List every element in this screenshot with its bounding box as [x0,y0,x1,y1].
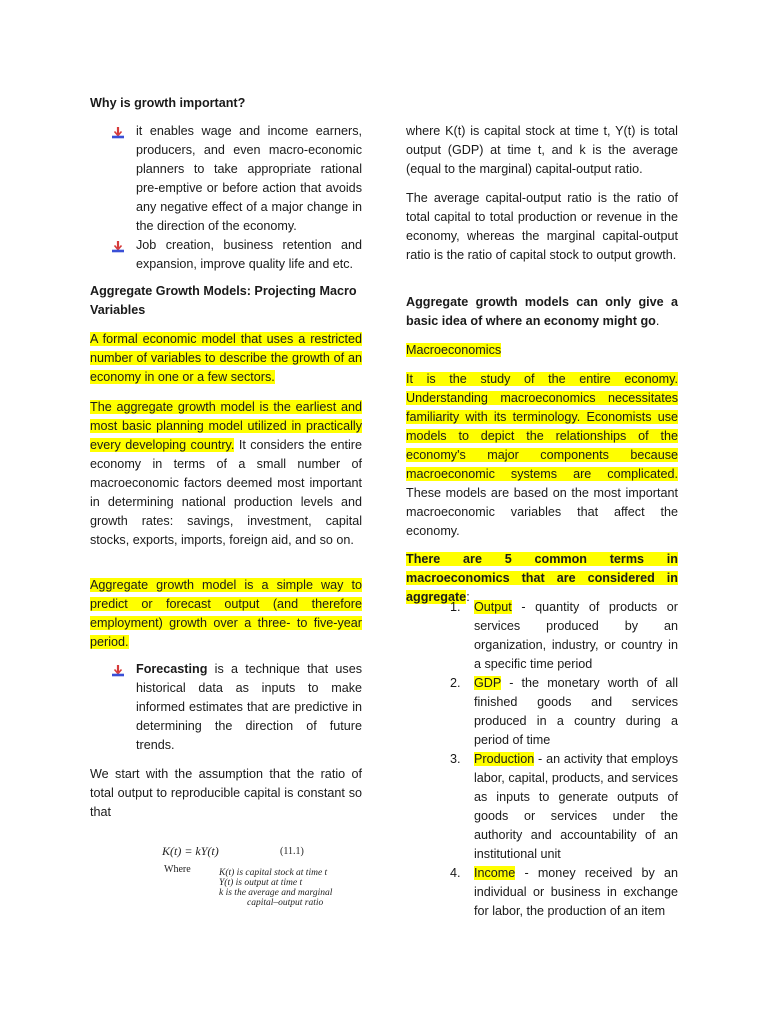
equation-number: (11.1) [280,846,304,857]
heading-macroeconomics: Macroeconomics [406,343,502,357]
paragraph-formal-model: A formal economic model that uses a restricted number of variables to describe the growth of an economy in one or a few sectors. [90,332,362,384]
list-item: 2. GDP - the monetary worth of all finished goods and services produced in a country during a period of time [450,676,678,747]
forecast-text: is a technique that uses historical data as inputs to make informed estimates that are predictive in determining the direction of future trends. [136,662,362,752]
forecast-term: Forecasting [136,662,208,676]
paragraph-study-economy: It is the study of the entire economy. Understanding macroeconomics necessitates familiarity with its terminology. Economists use models to depict the relationships of the economy's major components because macroeconomic systems are complicated. These models are based on the most important macroeconomic variables that affect the economy. [406,372,678,538]
heading-why-growth: Why is growth important? [90,96,246,110]
arrow-bullet-icon [112,665,124,677]
term-income: Income [474,866,516,880]
list-item [112,122,362,236]
list-item: 3. Production - an activity that employs labor, capital, products, and services as inputs to generate outputs of goods or services under the authority and accountability of an institutional unit [450,752,678,861]
paragraph-basic-idea: Aggregate growth models can only give a basic idea of where an economy might go. [406,295,678,328]
list-item [112,236,362,274]
growth-bullet-list [112,122,362,274]
bullet-text: Job creation, business retention and expansion, improve quality life and etc. [136,238,362,271]
list-item: 4. Income - money received by an individual or business in exchange for labor, the production of an item [450,866,678,918]
list-item [112,660,362,755]
heading-aggregate-models: Aggregate Growth Models: Projecting Macro Variables [90,284,357,317]
terms-numbered-list [450,598,678,921]
equation-where: Where [164,864,191,875]
paragraph-capital-output-ratio: The average capital-output ratio is the ratio of total capital to total production or revenue in the economy, whereas the marginal capital-output ratio is the ratio of capital stock to output growth. [406,191,678,262]
list-item: 1. Output - quantity of products or services produced by an organization, industry, or country in a specific time period [450,600,678,671]
term-gdp: GDP [474,676,502,690]
paragraph-earliest-model: The aggregate growth model is the earliest and most basic planning model utilized in practically every developing country. It considers the entire economy in terms of a small number of macroeconomic factors deemed most important in determining national production levels and growth rates: savings, investment, capital stocks, exports, imports, foreign aid, and so on. [90,400,363,547]
paragraph-assumption: We start with the assumption that the ratio of total output to reproducible capital is constant so that [90,767,362,819]
term-production: Production [474,752,535,766]
term-output: Output [474,600,512,614]
paragraph-simple-way: Aggregate growth model is a simple way to predict or forecast output (and therefore employment) growth over a three- to five-year period. [90,578,362,649]
paragraph-common-terms: There are 5 common terms in macroeconomics that are considered in aggregate: [406,552,678,604]
arrow-bullet-icon [112,127,124,139]
paragraph-where-k: where K(t) is capital stock at time t, Y(t) is total output (GDP) at time t, and k is the average (equal to the marginal) capital-output ratio. [406,124,678,176]
equation-figure [162,842,382,908]
arrow-bullet-icon [112,241,124,253]
equation-definitions: K(t) is capital stock at time t Y(t) is output at time t k is the average and marginal capital–output ratio [219,868,333,908]
equation-main: K(t) = kY(t) [162,844,219,858]
forecast-bullet-list [112,660,362,755]
bullet-text: it enables wage and income earners, producers, and even macro-economic planners to take appropriate rational pre-emptive or before action that avoids any negative effect of a major change in the direction of the economy. [136,124,362,233]
